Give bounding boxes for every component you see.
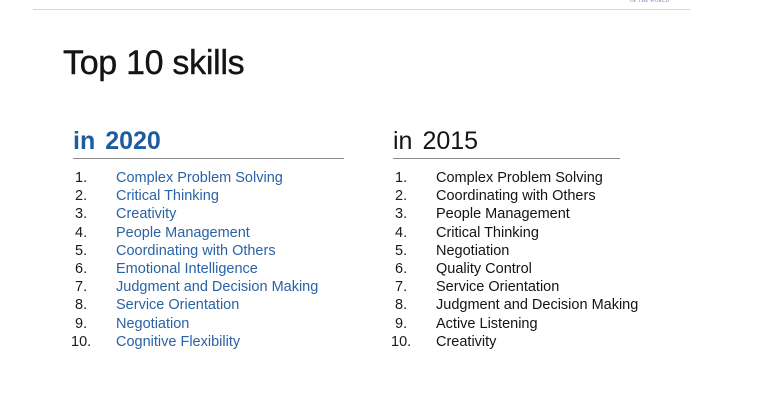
skills-column-2020 [73, 126, 344, 351]
list-item [73, 205, 344, 223]
list-item [393, 224, 620, 242]
item-number: 3. [395, 206, 408, 223]
skill-name: Emotional Intelligence [116, 260, 258, 277]
item-number: 5. [395, 242, 408, 259]
list-item [393, 333, 620, 351]
item-number: 1. [75, 170, 88, 186]
skill-name: Cognitive Flexibility [116, 333, 241, 350]
item-number: 1. [395, 170, 408, 186]
item-number: 8. [395, 297, 408, 314]
heading-prefix: in [393, 127, 413, 155]
item-number: 9. [75, 315, 88, 332]
item-number: 8. [75, 297, 88, 314]
skill-name: Coordinating with Others [116, 242, 276, 259]
skill-list-2020 [73, 169, 344, 351]
item-number: 10. [71, 333, 92, 350]
list-item [393, 315, 620, 333]
skill-name: Creativity [116, 206, 177, 223]
heading-prefix: in [73, 127, 96, 155]
corner-logo-text: OF THE WORLD [630, 0, 670, 4]
list-item [73, 315, 344, 333]
skill-name: Judgment and Decision Making [436, 297, 639, 314]
list-item [73, 333, 344, 351]
skill-name: Negotiation [116, 315, 190, 332]
item-number: 6. [75, 260, 88, 277]
item-number: 7. [75, 279, 88, 296]
item-number: 2. [75, 188, 88, 205]
list-item [73, 187, 344, 205]
skill-name: Active Listening [436, 315, 538, 332]
list-item [393, 205, 620, 223]
skill-name: Negotiation [436, 242, 510, 259]
list-item [73, 242, 344, 260]
skill-name: People Management [436, 206, 570, 223]
column-rule [73, 158, 344, 159]
list-item [73, 224, 344, 242]
skill-name: People Management [116, 224, 250, 241]
list-item [393, 260, 620, 278]
item-number: 6. [395, 260, 408, 277]
skill-name: Judgment and Decision Making [116, 279, 319, 296]
item-number: 9. [395, 315, 408, 332]
skill-name: Coordinating with Others [436, 188, 596, 205]
heading-year: 2020 [105, 127, 161, 155]
list-item [73, 278, 344, 296]
header-rule [33, 9, 690, 10]
item-number: 4. [75, 224, 88, 241]
column-heading-2015 [393, 126, 620, 157]
heading-year: 2015 [422, 127, 479, 155]
item-number: 5. [75, 242, 88, 259]
item-number: 3. [75, 206, 88, 223]
skill-name: Critical Thinking [436, 224, 539, 241]
list-item [73, 169, 344, 187]
item-number: 4. [395, 224, 408, 241]
list-item [73, 296, 344, 314]
list-item [393, 169, 620, 187]
skill-name: Critical Thinking [116, 188, 219, 205]
skill-name: Complex Problem Solving [116, 170, 283, 186]
list-item [393, 187, 620, 205]
list-item [393, 242, 620, 260]
skill-list-2015 [391, 169, 639, 351]
skill-name: Complex Problem Solving [436, 170, 603, 186]
item-number: 10. [391, 333, 412, 350]
skill-name: Service Orientation [116, 297, 240, 314]
skill-name: Service Orientation [436, 279, 560, 296]
list-item [73, 260, 344, 278]
column-rule [393, 158, 620, 159]
skills-column-2015 [391, 126, 639, 351]
column-heading-2020 [73, 126, 344, 157]
item-number: 7. [395, 279, 408, 296]
list-item [393, 296, 639, 314]
skill-name: Quality Control [436, 260, 532, 277]
skill-name: Creativity [436, 333, 497, 350]
item-number: 2. [395, 188, 408, 205]
list-item [393, 278, 620, 296]
page-title: Top 10 skills [63, 44, 245, 82]
